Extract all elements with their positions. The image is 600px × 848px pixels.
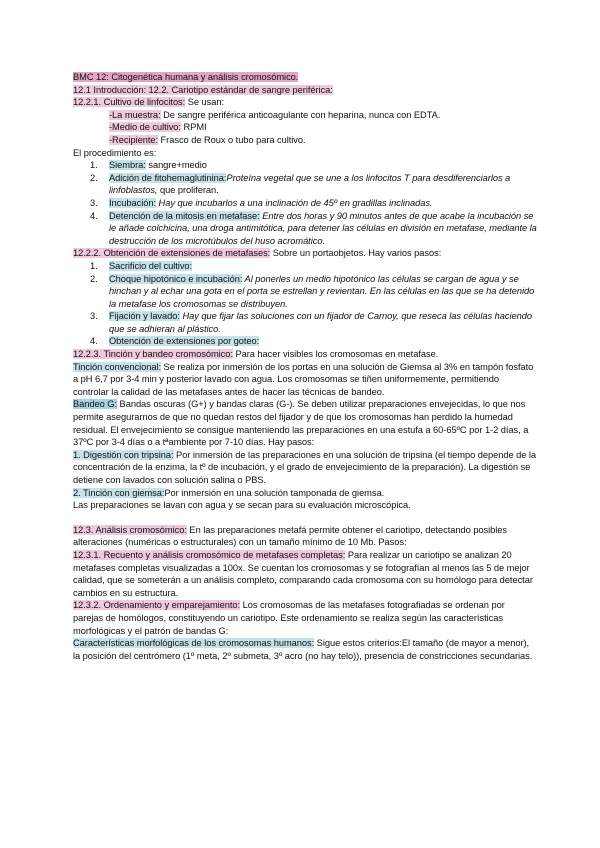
- paragraph-recuento: 12.3.1. Recuento y análisis cromosómico de metafases completas: Para realizar un cariotipo se analizan 20 metafases completas visualizadas a 100x. Se cuentan los cromosomas y se fotografían al menos las 5 de mejor calidad, que se someterán a un análisis completo, comparando cada cromosoma con su homólogo para detectar cambios en su estructura.: [73, 549, 533, 598]
- spacer: [73, 512, 537, 524]
- document-title: [73, 71, 537, 84]
- procedure-step: 3. Incubación: Hay que incubarlos a una inclinación de 45º en gradillas inclinadas.: [90, 197, 433, 208]
- paragraph-tincion-convencional: Tinción convencional: Se realiza por inmersión de los portas en una solución de Giemsa al 3% en tampón fosfato a pH 6,7 por 3-4 min y posterior lavado con agua. Los cromosomas se tiñen uniformemente, permitiendo controlar la calidad de las metafases antes de hacer las técnicas de bandeo.: [73, 361, 534, 397]
- procedure-step: 4. Detención de la mitosis en metafase: Entre dos horas y 90 minutos antes de que acabe la incubación se le añade colchicina, una droga antimitótica, para detener las células en división en metafase, mediante la destrucción de los microtúbulos del huso acromático.: [90, 210, 537, 246]
- procedure-intro: El procedimiento es:: [73, 147, 157, 158]
- extension-step: 4. Obtención de extensiones por goteo:: [90, 336, 260, 347]
- paragraph-closing: Las preparaciones se lavan con agua y se secan para su evaluación microscópica.: [73, 500, 411, 511]
- paragraph-giemsa: 2. Tinción con giemsa:Por inmersión en una solución tamponada de giemsa.: [73, 487, 385, 498]
- material-item: -La muestra: De sangre periférica anticoagulante con heparina, nunca con EDTA.: [109, 109, 441, 120]
- section-heading: 12.2.3. Tinción y bandeo cromosómico:: [73, 349, 233, 360]
- extension-step: 2. Choque hipotónico e incubación: Al ponerles un medio hipotónico las células se cargan de agua y se hinchan y al echar una gota en el porta se estrellan y revientan. En las células en las que se ha detenido la metafase los cromosomas se distribuyen.: [90, 273, 535, 309]
- material-item: -Recipiente: Frasco de Roux o tubo para cultivo.: [109, 134, 306, 145]
- extension-steps: [73, 260, 537, 348]
- procedure-step: 2. Adición de fitohemaglutinina:Proteína vegetal que se une a los linfocitos T para desdiferenciarlos a linfoblastos, que proliferan.: [90, 172, 511, 196]
- paragraph-digestion: 1. Digestión con tripsina: Por inmersión de las preparaciones en una solución de tripsina (el tiempo depende de la concentración de la enzima, la tº de incubación, y el grado de envejecimiento de la preparación). La digestión se detiene con lavados con solución salina o PBS.: [73, 449, 537, 485]
- paragraph-morfologia: Características morfológicas de los cromosomas humanos: Sigue estos criterios:El tamaño (de mayor a menor), la posición del centrómero (1º meta, 2º submeta, 3º acro (no hay telo)), presencia de constricciones secundarias.: [73, 638, 533, 661]
- document-body: [73, 71, 537, 662]
- section-tincion: 12.2.3. Tinción y bandeo cromosómico: Para hacer visibles los cromosomas en metafase.: [73, 349, 439, 360]
- procedure-list: [73, 159, 537, 247]
- section-heading: 12.2.1. Cultivo de linfocitos:: [73, 97, 186, 108]
- extension-step: 3. Fijación y lavado: Hay que fijar las soluciones con un fijador de Carnoy, que reseca las células haciendo que se adhieran al plástico.: [90, 311, 533, 334]
- extension-step: 1. Sacrificio del cultivo:: [90, 260, 193, 271]
- procedure-step: 1. Siembra: sangre+medio: [90, 160, 207, 171]
- section-heading: 12.2.2. Obtención de extensiones de metafases:: [73, 248, 271, 259]
- section-analisis: 12.3. Análisis cromosómico: En las preparaciones metafá permite obtener el cariotipo, detectando posibles alteraciones (numéricas o estructurales) con un tamaño mínimo de 10 Mb. Pasos:: [73, 524, 508, 548]
- title-highlight: BMC 12: Citogenética humana y análisis cromosómico.: [73, 72, 299, 82]
- material-item: -Medio de cultivo: RPMI: [109, 122, 207, 133]
- paragraph-bandeo-g: Bandeo G: Bandas oscuras (G+) y bandas claras (G-). Se deben utilizar preparaciones envejecidas, lo que nos permite asegurarnos de que no quedan restos del fijador y de que los cromosomas han perdido la humedad residual. El envejecimiento se consigue manteniendo las preparaciones en una estufa a 60-65ºC por 1-2 días, a 37ºC por 3-4 días o a tªambiente por 7-10 días. Hay pasos:: [73, 399, 529, 448]
- section-cultivo: 12.2.1. Cultivo de linfocitos: Se usan:: [73, 97, 225, 108]
- paragraph-ordenamiento: 12.3.2. Ordenamiento y emparejamiento: Los cromosomas de las metafases fotografiadas se ordenan por parejas de homólogos, constituyendo un cariotipo. Este ordenamiento se realiza según las características morfológicas y el patrón de bandas G:: [73, 600, 505, 636]
- intro-heading: 12.1 Introducción: 12.2. Cariotipo estándar de sangre periférica:: [73, 84, 333, 95]
- section-heading: 12.3. Análisis cromosómico:: [73, 524, 187, 535]
- section-extensiones: 12.2.2. Obtención de extensiones de metafases: Sobre un portaobjetos. Hay varios pasos:: [73, 248, 442, 259]
